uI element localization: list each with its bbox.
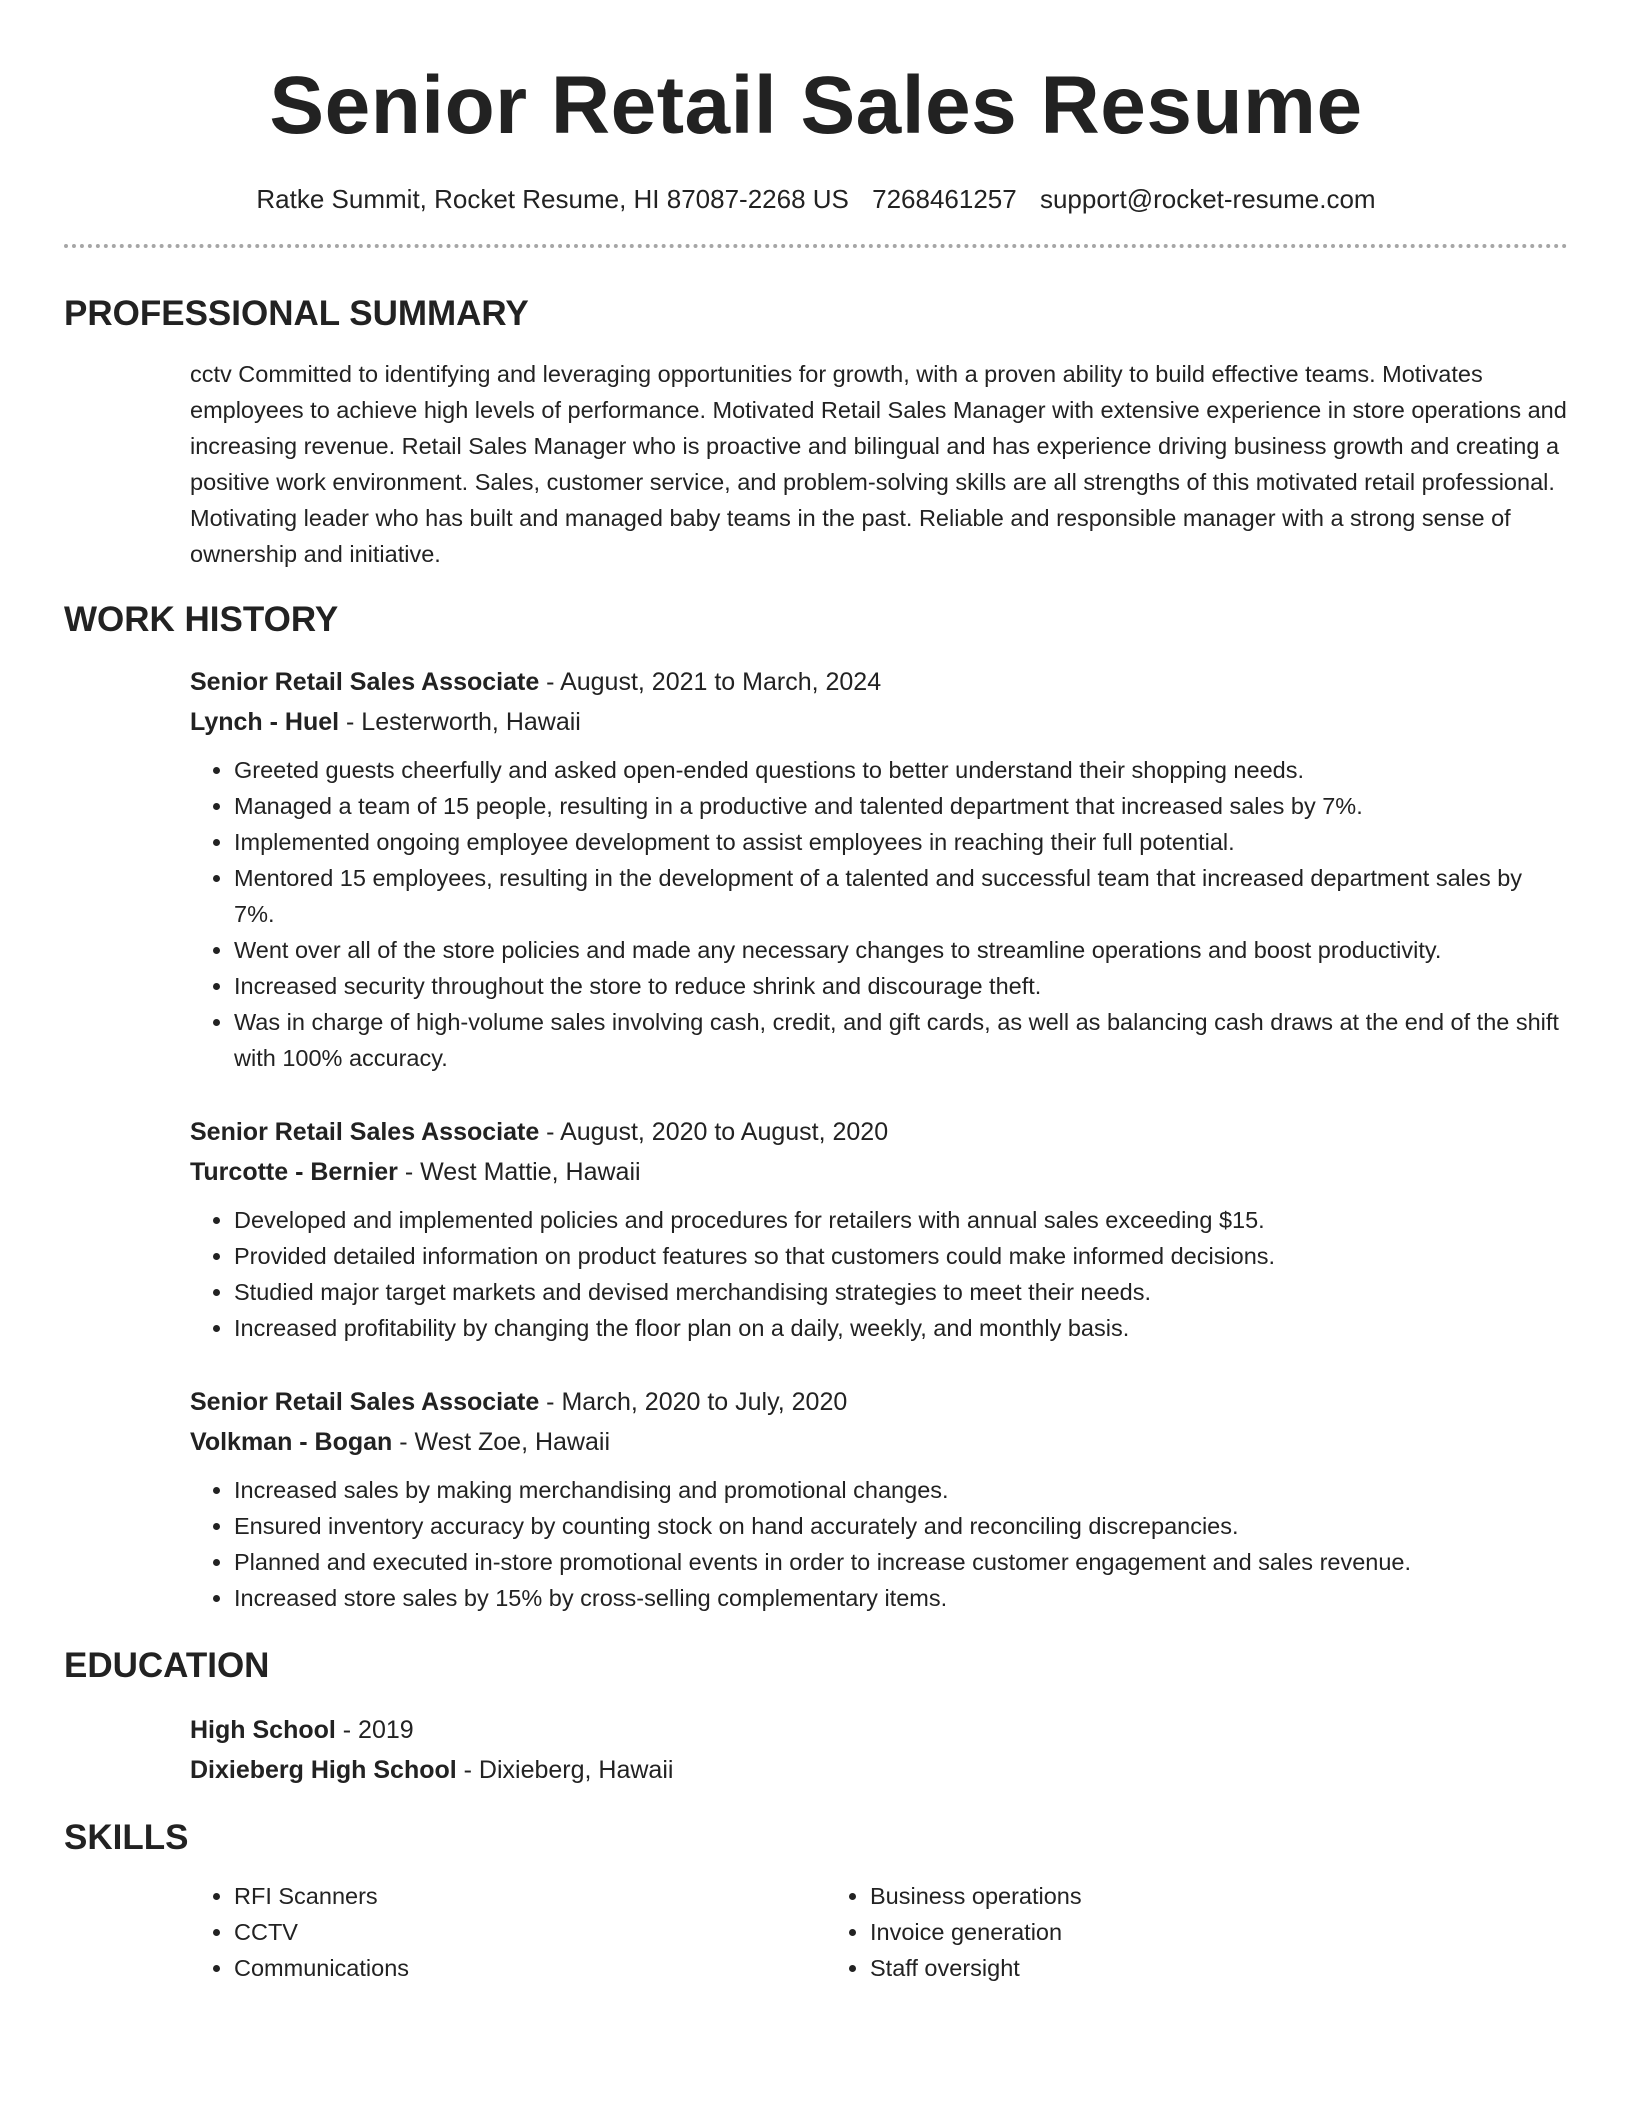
job-company: Turcotte - Bernier	[190, 1158, 398, 1186]
skill-item: • Invoice generation	[870, 1914, 1462, 1950]
skill-item: • Business operations	[870, 1878, 1462, 1914]
job-dates: - August, 2021 to March, 2024	[539, 668, 882, 696]
job-company-line	[190, 1422, 1568, 1462]
education-degree: High School	[190, 1716, 336, 1744]
work-history-section	[64, 598, 1568, 1616]
skills-right-column	[826, 1878, 1462, 1986]
job-title-line	[190, 1112, 1568, 1152]
list-item: • Ensured inventory accuracy by counting stock on hand accurately and reconciling discrepancies.	[234, 1508, 1568, 1544]
list-item: • Increased sales by making merchandising and promotional changes.	[234, 1472, 1568, 1508]
job-company-line	[190, 702, 1568, 742]
list-item: • Went over all of the store policies and made any necessary changes to streamline operations and boost productivity.	[234, 932, 1568, 968]
job-company-line	[190, 1152, 1568, 1192]
list-item: • Was in charge of high-volume sales involving cash, credit, and gift cards, as well as balancing cash draws at the end of the shift with 100% accuracy.	[234, 1004, 1568, 1076]
education-heading: EDUCATION	[64, 1646, 270, 1685]
contact-phone: 7268461257	[872, 184, 1017, 214]
list-item: • Provided detailed information on product features so that customers could make informed decisions.	[234, 1238, 1568, 1274]
skills-left-column	[190, 1878, 826, 1986]
job-location: - West Zoe, Hawaii	[392, 1428, 610, 1456]
list-item: • Mentored 15 employees, resulting in the development of a talented and successful team that increased department sales by 7%.	[234, 860, 1568, 932]
header-divider	[64, 244, 1568, 248]
job-company: Volkman - Bogan	[190, 1428, 393, 1456]
skills-columns	[190, 1878, 1568, 1986]
job-dates: - August, 2020 to August, 2020	[539, 1118, 889, 1146]
job-dates: - March, 2020 to July, 2020	[539, 1388, 848, 1416]
skills-section	[64, 1816, 1568, 1986]
summary-section	[64, 292, 1568, 572]
list-item: • Implemented ongoing employee development to assist employees in reaching their full potential.	[234, 824, 1568, 860]
education-school: Dixieberg High School	[190, 1756, 457, 1784]
work-history-heading: WORK HISTORY	[64, 600, 339, 639]
job-company: Lynch - Huel	[190, 708, 340, 736]
skill-item: • Communications	[234, 1950, 826, 1986]
job-bullets	[190, 1202, 1568, 1346]
list-item: • Managed a team of 15 people, resulting in a productive and talented department that increased sales by 7%.	[234, 788, 1568, 824]
job-title: Senior Retail Sales Associate	[190, 668, 540, 696]
job-bullets	[190, 752, 1568, 1076]
skill-item: • CCTV	[234, 1914, 826, 1950]
job-entry-2	[190, 1112, 1568, 1346]
job-location: - West Mattie, Hawaii	[397, 1158, 641, 1186]
education-school-line	[190, 1750, 1568, 1790]
job-location: - Lesterworth, Hawaii	[339, 708, 581, 736]
contact-address: Ratke Summit, Rocket Resume, HI 87087-2268 US	[256, 184, 849, 214]
summary-text: cctv Committed to identifying and leveraging opportunities for growth, with a proven ability to build effective teams. Motivates employees to achieve high levels of performance. Motivated Retail Sales Manager with extensive experience in store operations and increasing revenue. Retail Sales Manager who is proactive and bilingual and has experience driving business growth and creating a positive work environment. Sales, customer service, and problem-solving skills are all strengths of this motivated retail professional. Motivating leader who has built and managed baby teams in the past. Reliable and responsible manager with a strong sense of ownership and initiative.	[190, 361, 1567, 567]
skills-heading: SKILLS	[64, 1818, 189, 1857]
contact-email: support@rocket-resume.com	[1039, 184, 1376, 214]
job-bullets	[190, 1472, 1568, 1616]
list-item: • Planned and executed in-store promotional events in order to increase customer engagement and sales revenue.	[234, 1544, 1568, 1580]
education-year: - 2019	[335, 1716, 414, 1744]
list-item: • Greeted guests cheerfully and asked open-ended questions to better understand their shopping needs.	[234, 752, 1568, 788]
job-entry-3	[190, 1382, 1568, 1616]
contact-line	[64, 182, 1568, 216]
summary-heading: PROFESSIONAL SUMMARY	[64, 294, 529, 333]
skill-item: • Staff oversight	[870, 1950, 1462, 1986]
list-item: • Developed and implemented policies and procedures for retailers with annual sales exceeding $15.	[234, 1202, 1568, 1238]
list-item: • Increased security throughout the store to reduce shrink and discourage theft.	[234, 968, 1568, 1004]
skill-item: • RFI Scanners	[234, 1878, 826, 1914]
education-entry	[190, 1710, 1568, 1790]
job-entry-1	[190, 662, 1568, 1076]
job-title-line	[190, 1382, 1568, 1422]
education-location: - Dixieberg, Hawaii	[456, 1756, 674, 1784]
job-title-line	[190, 662, 1568, 702]
list-item: • Increased profitability by changing the floor plan on a daily, weekly, and monthly basis.	[234, 1310, 1568, 1346]
job-title: Senior Retail Sales Associate	[190, 1388, 540, 1416]
list-item: • Studied major target markets and devised merchandising strategies to meet their needs.	[234, 1274, 1568, 1310]
job-title: Senior Retail Sales Associate	[190, 1118, 540, 1146]
education-section	[64, 1644, 1568, 1790]
list-item: • Increased store sales by 15% by cross-selling complementary items.	[234, 1580, 1568, 1616]
resume-title: Senior Retail Sales Resume	[269, 60, 1363, 151]
education-degree-line	[190, 1710, 1568, 1750]
